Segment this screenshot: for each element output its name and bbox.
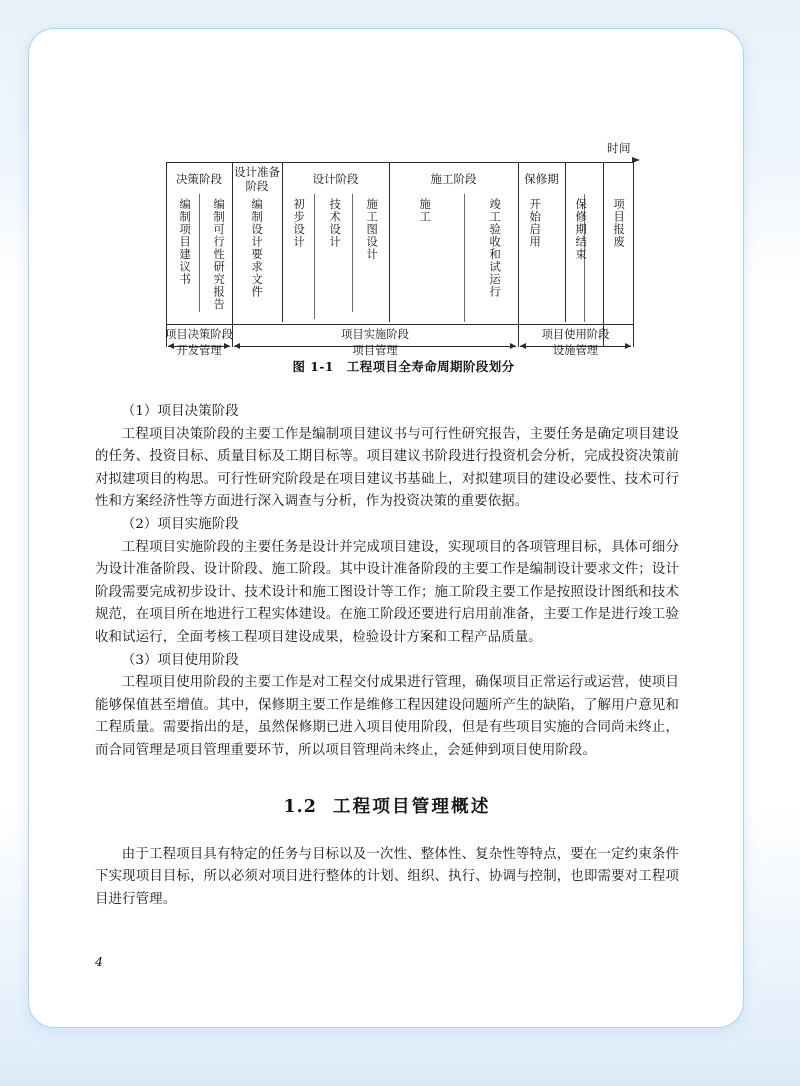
paragraph-item-1: 工程项目决策阶段的主要工作是编制项目建议书与可行性研究报告，主要任务是确定项目建设的任务、投资目标、质量目标及工期目标等。项目建议书阶段进行投资机会分析，完成投资决策前对拟建项目的构思。可行性研究阶段是在项目建议书基础上，对拟建项目的建设必要性、技术可行性和方案经济性等方面进行深入调查与分析，作为投资决策的重要依据。 [95, 426, 679, 510]
figure-caption: 图 1-1 工程项目全寿命周期阶段划分 [292, 359, 515, 374]
figure-summary-implementation-stage: 项目实施阶段 [341, 328, 409, 341]
figure-milestone-construction-drawing: 施工图设计 [365, 198, 379, 261]
figure-milestone-divider-2 [314, 194, 315, 319]
figure-summary-project-management: 项目管理 [352, 344, 398, 357]
paragraph-section-intro: 由于工程项目具有特定的任务与目标以及一次性、整体性、复杂性等特点，要在一定约束条件下实现项目目标，所以必须对项目进行整体的计划、组织、执行、协调与控制，也即需要对工程项目进行管理。 [95, 846, 679, 907]
figure-divider-warranty-end [565, 162, 566, 322]
paragraph-item-2: 工程项目实施阶段的主要任务是设计并完成项目建设，实现项目的各项管理目标，具体可细分为设计准备阶段、设计阶段、施工阶段。其中设计准备阶段的主要工作是编制设计要求文件；设计阶段需要完成初步设计、技术设计和施工图设计等工作；施工阶段主要工作是按照设计图纸和技术规范，在项目所在地进行工程实体建设。在施工阶段还要进行启用前准备，主要工作是进行竣工验收和试运行，全面考核工程项目建设成果，检验设计方案和工程产品质量。 [95, 539, 679, 645]
figure-divider-use-end [603, 162, 604, 347]
figure-summary-decision-stage: 项目决策阶段 [165, 328, 233, 341]
paragraph-item-3: 工程项目使用阶段的主要工作是对工程交付成果进行管理，确保项目正常运行或运营，使项目能够保值甚至增值。其中，保修期主要工作是维修工程因建设问题所产生的缺陷，了解用户意见和工程质量。需要指出的是，虽然保修期已进入项目使用阶段，但是有些项目实施的合同尚未终止，而合同管理是项目管理重要环节，所以项目管理尚未终止，会延伸到项目使用阶段。 [95, 675, 679, 758]
figure-time-axis-label: 时间 [607, 141, 631, 155]
figure-phase-label-warranty: 保修期 [524, 171, 559, 186]
figure-milestone-divider-1 [199, 194, 200, 312]
figure-timeline-axis [166, 162, 633, 163]
figure-milestone-feasibility-report: 编制可行性研究报告 [212, 198, 226, 311]
figure-phase-label-design: 设计阶段 [312, 171, 359, 186]
figure-milestone-construction: 施工 [418, 198, 432, 223]
body-content [95, 401, 679, 911]
figure-milestone-divider-4 [464, 194, 465, 322]
figure-milestone-technical-design: 技术设计 [328, 198, 342, 248]
figure-phase-label-construction: 施工阶段 [430, 171, 477, 186]
figure-summary-facility-management: 设施管理 [552, 344, 599, 357]
figure-milestone-project-retirement: 项目报废 [612, 198, 626, 248]
figure-phase-label-decision: 决策阶段 [176, 171, 222, 186]
figure-milestone-completion-acceptance: 竣工验收和试运行 [488, 198, 502, 298]
figure-milestone-divider-3 [352, 194, 353, 312]
figure-milestone-design-requirements: 编制设计要求文件 [250, 198, 264, 298]
figure-milestone-warranty-end: 保修期结束 [574, 198, 588, 261]
figure-milestone-start-use: 开始启用 [528, 198, 542, 248]
page-number: 4 [95, 954, 103, 969]
heading-item-2: （2）项目实施阶段 [121, 516, 239, 532]
figure-milestone-preliminary-design: 初步设计 [292, 198, 306, 248]
section-heading-1-2 [95, 793, 679, 818]
figure-summary-development-management: 开发管理 [176, 344, 222, 357]
figure-summary-use-stage: 项目使用阶段 [541, 328, 610, 341]
figure-lifecycle-diagram [166, 142, 641, 377]
figure-summary-top-rule [166, 324, 633, 325]
figure-milestone-project-proposal: 编制项目建议书 [178, 198, 192, 286]
heading-item-1: （1）项目决策阶段 [121, 404, 239, 419]
document-page [29, 29, 744, 1028]
figure-divider-final [633, 162, 634, 347]
document-page-frame [28, 28, 744, 1028]
figure-phase-label-design-prep: 设计准备阶段 [234, 164, 280, 193]
heading-item-3: （3）项目使用阶段 [121, 652, 239, 668]
section-number: 1.2 [283, 796, 317, 817]
section-title: 工程项目管理概述 [332, 796, 491, 817]
